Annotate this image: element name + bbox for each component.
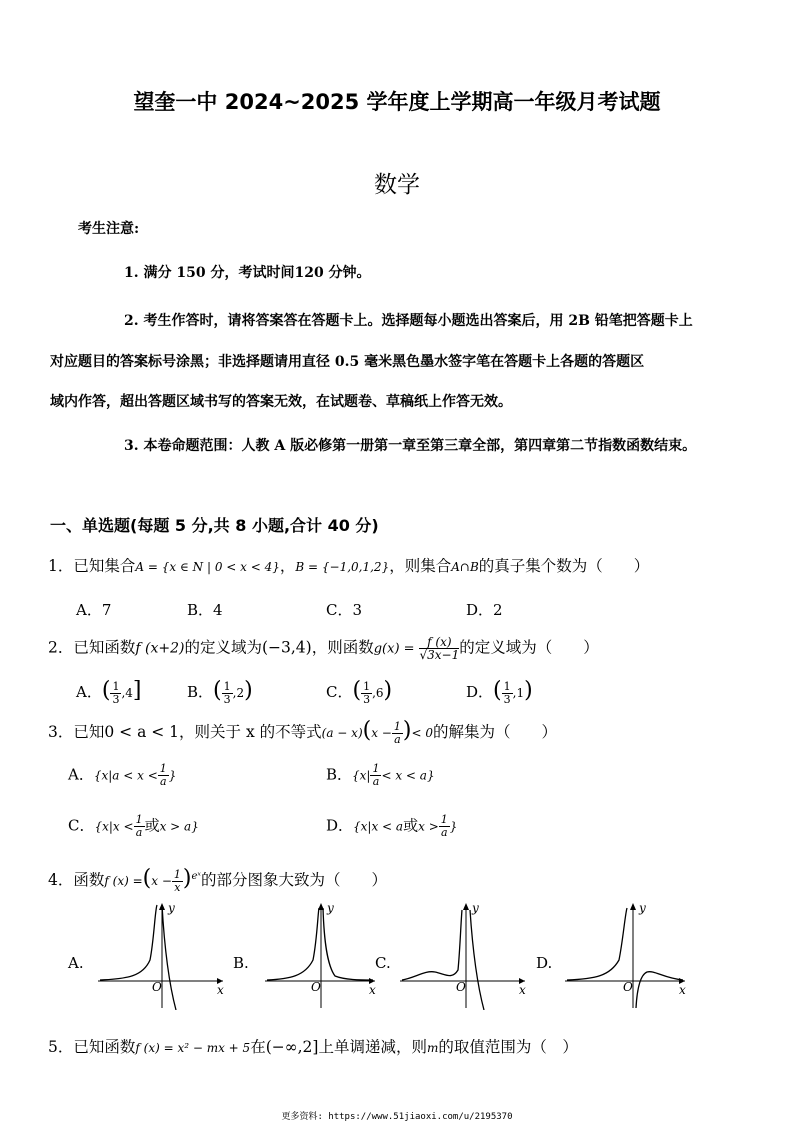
q2-text-pre: 已知函数 (73, 638, 136, 657)
q5-text-mid: 在(−∞,2]上单调递减，则 (250, 1038, 427, 1056)
frac-num: 1 (393, 719, 401, 733)
q3-text-pre: 已知 (73, 723, 105, 741)
q2-text-mid: 的定义域为(−3,4)，则函数 (184, 638, 374, 657)
q3-option-c (68, 814, 199, 839)
bracket: ) (383, 678, 393, 703)
frac-num: 1 (173, 867, 181, 881)
origin-label: O (311, 980, 321, 994)
x-axis-label: x (369, 983, 376, 997)
frac-den: x (174, 880, 181, 894)
graph-label-d: D. (536, 954, 553, 972)
q3-fraction (392, 721, 403, 746)
option-left: {x|a < x < (93, 768, 158, 783)
y-axis-label: y (327, 901, 334, 915)
option-rest: ,4 (121, 686, 133, 700)
option-left: {x| (352, 768, 371, 783)
fraction (222, 681, 233, 706)
frac-num: 1 (135, 813, 143, 826)
bracket: ( (352, 678, 362, 703)
bracket: ( (493, 678, 502, 703)
q3-ineq-left: (a − x) (321, 726, 363, 740)
q5-text-pre: 已知函数 (73, 1038, 136, 1056)
fraction (134, 814, 145, 839)
option-or: 或 (403, 816, 419, 835)
q4-func: f (x) = (104, 874, 143, 889)
option-label: A． (76, 683, 102, 701)
section-heading: 一、单选题(每题 5 分,共 8 小题,合计 40 分) (50, 516, 379, 535)
q3-option-b (326, 763, 435, 788)
question-number: 1． (48, 557, 74, 575)
graph-label-b: B. (233, 954, 249, 972)
q5-text-post: 的取值范围为（ ） (438, 1038, 578, 1056)
frac-num: 1 (112, 679, 120, 693)
q4-text-post: 的部分图象大致为（ ） (200, 871, 387, 890)
q2-func-g: g(x) = (373, 641, 415, 657)
origin-label: O (456, 980, 466, 994)
option-rest: ,2 (232, 686, 245, 700)
curve (636, 972, 683, 1008)
curve (402, 910, 462, 980)
bracket: ( (213, 678, 222, 703)
curve (162, 905, 176, 1010)
notice-item-2-line-3: 域内作答，超出答题区域书写的答案无效，在试题卷、草稿纸上作答无效。 (50, 394, 512, 410)
graph-a (98, 900, 228, 1010)
option-end: } (449, 819, 458, 834)
x-axis-label: x (519, 983, 526, 997)
q3-text-mid: ，则关于 x 的不等式 (179, 723, 322, 741)
option-left: {x|x < a (353, 819, 404, 834)
option-label: A． (68, 765, 94, 784)
q1-text-mid: ，则集合 (389, 557, 452, 575)
question-5 (48, 1036, 578, 1059)
graph-b (265, 900, 380, 1010)
question-4: 4．函数f (x) =(x − $\frac{1}{x}$ )$^{eˣ}$的部分图象大致为（ ） (48, 866, 387, 894)
q2-option-b (187, 678, 253, 706)
q1-sep: ， (279, 557, 296, 575)
x-axis-label: x (679, 983, 686, 997)
q3-condition: 0 < a < 1 (104, 723, 180, 741)
graph-label-a: A. (68, 954, 84, 972)
bracket: ( (101, 678, 111, 703)
option-rest: ,6 (372, 686, 384, 700)
bracket: ) (244, 678, 253, 703)
graph-label-c: C. (375, 954, 391, 972)
frac-den: a (440, 826, 448, 839)
y-axis-label: y (472, 901, 479, 915)
graph-d (565, 900, 690, 1010)
option-label: D． (466, 683, 494, 701)
q2-frac-num: f (x) (419, 636, 459, 649)
q1-option-c: C．3 (326, 601, 363, 619)
q4-exp: eˣ (191, 871, 201, 882)
q1-option-a: A．7 (76, 601, 112, 619)
origin-label: O (623, 980, 633, 994)
q3-ineq-x: x − (371, 726, 392, 740)
notice-item-1: 1. 满分 150 分，考试时间120 分钟。 (124, 265, 371, 281)
curve (470, 910, 484, 1010)
q1-text-post: 的真子集个数为（ ） (478, 557, 650, 575)
q3-text-post: 的解集为（ ） (432, 723, 557, 741)
q1-option-b: B．4 (187, 601, 223, 619)
subject-title: 数学 (374, 172, 420, 198)
curve (100, 905, 157, 980)
frac-den: 3 (503, 692, 511, 706)
question-number: 5． (48, 1038, 74, 1056)
origin-label: O (152, 980, 162, 994)
frac-den: 3 (112, 692, 120, 706)
q2-text-post: 的定义域为（ ） (459, 638, 599, 657)
question-3: 3．已知0 < a < 1，则关于 x 的不等式(a − x)(x − $\frac{1}{a}$ )< 0的解集为（ ） (48, 718, 557, 746)
frac-den: a (135, 826, 143, 839)
fraction (439, 814, 450, 839)
question-number: 3． (48, 723, 74, 741)
frac-num: 1 (159, 762, 167, 775)
option-right: } (168, 768, 177, 783)
option-label: C． (326, 683, 353, 701)
option-left: {x|x < (94, 819, 134, 834)
y-axis-label: y (168, 901, 175, 915)
curve (267, 908, 319, 980)
q3-option-d (326, 814, 457, 839)
fraction (110, 681, 121, 706)
q2-option-d (466, 678, 533, 706)
y-axis-label: y (639, 901, 646, 915)
q5-param: m (426, 1041, 439, 1055)
bracket: ) (524, 678, 533, 703)
option-right: < x < a} (381, 768, 435, 783)
frac-num: 1 (363, 679, 371, 693)
question-number: 4． (48, 871, 74, 890)
curve (567, 908, 627, 980)
fraction (370, 763, 381, 788)
option-right: x > a} (159, 819, 199, 834)
option-right: x > (418, 819, 439, 834)
footer-link[interactable]: 更多资料: https://www.51jiaoxi.com/u/2195370 (281, 1112, 513, 1122)
option-label: D． (326, 816, 354, 835)
option-label: C． (68, 816, 95, 835)
q2-option-c (326, 678, 392, 706)
notice-item-3: 3. 本卷命题范围：人教 A 版必修第一册第一章至第三章全部，第四章第二节指数函数结束。 (124, 438, 697, 454)
notice-heading: 考生注意: (78, 221, 140, 237)
option-label: B． (326, 765, 353, 784)
frac-den: a (372, 775, 380, 788)
frac-num: 1 (372, 762, 380, 775)
graph-c (400, 900, 530, 1010)
curve (323, 908, 373, 980)
notice-item-2-line-1: 2. 考生作答时，请将答案答在答题卡上。选择题每小题选出答案后，用 2B 铅笔把答题卡上 (124, 313, 693, 329)
frac-num: 1 (223, 679, 231, 693)
question-2 (48, 636, 599, 661)
option-label: B． (187, 683, 214, 701)
frac-num: 1 (440, 813, 448, 826)
question-1 (48, 555, 649, 578)
q1-set-a: A = {x ∈ N | 0 < x < 4} (135, 560, 280, 574)
option-rest: ,1 (512, 686, 525, 700)
q1-set-b: B = {−1,0,1,2} (295, 560, 390, 574)
question-number: 2． (48, 638, 74, 657)
q1-text-pre: 已知集合 (73, 557, 136, 575)
option-or: 或 (144, 816, 160, 835)
q2-func-f: f (x+2) (135, 640, 185, 657)
q2-fraction (419, 636, 459, 661)
frac-den: a (394, 732, 401, 746)
fraction (502, 681, 513, 706)
bracket: ] (132, 678, 142, 703)
exam-title: 望奎一中 2024~2025 学年度上学期高一年级月考试题 (133, 90, 661, 114)
q3-option-a (68, 763, 176, 788)
q1-option-d: D．2 (466, 601, 503, 619)
frac-den: 3 (363, 692, 371, 706)
q1-expr: A∩B (451, 560, 479, 574)
fraction (158, 763, 169, 788)
q3-ineq-right: < 0 (411, 726, 433, 740)
x-axis-label: x (217, 983, 224, 997)
notice-item-2-line-2: 对应题目的答案标号涂黑；非选择题请用直径 0.5 毫米黑色墨水签字笔在答题卡上各题的答题区 (50, 354, 645, 370)
q4-expr: x − (151, 874, 172, 889)
q2-frac-den: √3x−1 (419, 648, 460, 662)
fraction (361, 681, 372, 706)
q5-func: f (x) = x² − mx + 5 (135, 1041, 251, 1055)
frac-den: 3 (223, 692, 231, 706)
frac-den: a (159, 775, 167, 788)
q4-fraction (172, 869, 183, 894)
frac-num: 1 (503, 679, 511, 693)
q4-text-pre: 函数 (73, 871, 105, 890)
q2-option-a (76, 678, 141, 706)
